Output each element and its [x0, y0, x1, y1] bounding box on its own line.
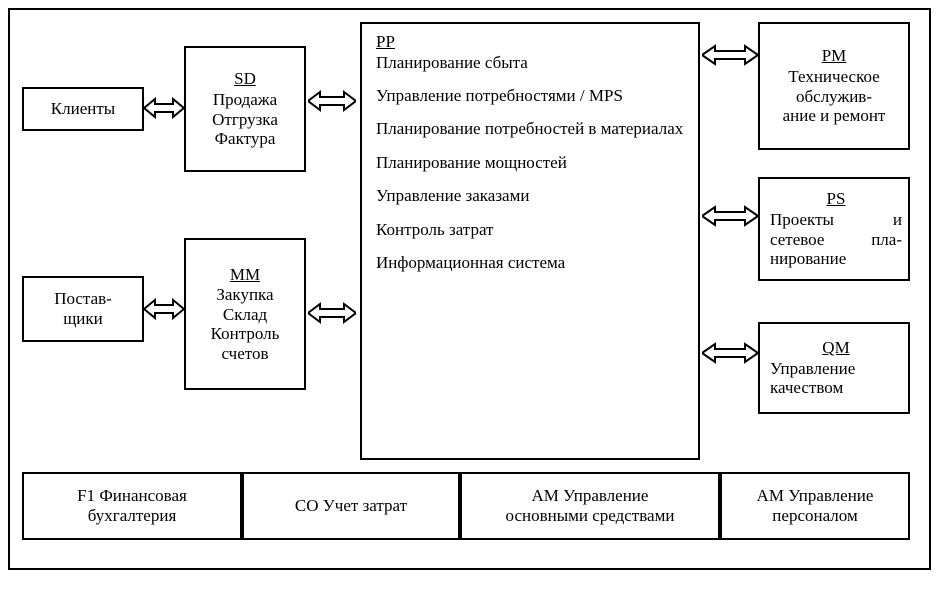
qm-line-1: Управление	[770, 358, 856, 378]
ps-line-3: нирование	[770, 249, 847, 269]
bottom-box-am-assets-text	[506, 486, 675, 527]
mm-line-1: Закупка	[216, 285, 274, 305]
pp-item-4: Планирование мощностей	[376, 152, 567, 172]
bottom-box-am-hr-text	[757, 486, 874, 527]
bottom-am-assets-line-2: основными средствами	[505, 506, 675, 525]
connector-clients-sd	[144, 95, 184, 121]
bottom-finance-line-1: F1 Финансовая	[77, 485, 187, 505]
box-clients	[22, 87, 144, 131]
box-ps	[758, 177, 910, 281]
sd-line-3: Фактура	[214, 129, 276, 149]
box-mm	[184, 238, 306, 390]
mm-line-3: Контроль	[210, 324, 280, 344]
bottom-box-co-text	[295, 496, 407, 516]
bottom-box-finance-text	[77, 486, 187, 527]
suppliers-line-1: Постав-	[54, 289, 112, 309]
bottom-box-finance	[22, 472, 242, 540]
sd-line-2: Отгрузка	[212, 109, 278, 129]
connector-suppliers-mm	[144, 296, 184, 322]
qm-title: QM	[822, 338, 850, 358]
clients-label: Клиенты	[50, 99, 116, 119]
qm-line-2: качеством	[770, 378, 844, 398]
mm-title: MM	[229, 264, 261, 284]
mm-line-4: счетов	[221, 343, 269, 363]
pm-line-3: ание и ремонт	[782, 106, 886, 126]
pp-item-7: Информационная система	[376, 252, 566, 272]
connector-pp-qm	[702, 340, 758, 366]
box-qm	[758, 322, 910, 414]
bottom-am-hr-line-2: персоналом	[772, 506, 858, 525]
pp-title-wrap	[376, 32, 686, 53]
connector-sd-pp	[308, 88, 356, 114]
pm-line-2: обслужив-	[796, 86, 872, 106]
ps-line-1: Проекты и	[770, 209, 902, 229]
pp-item-3: Планирование потребностей в материалах	[376, 119, 684, 139]
pp-title: PP	[376, 32, 395, 51]
pp-item-6: Контроль затрат	[376, 219, 494, 239]
box-pm	[758, 22, 910, 150]
bottom-finance-line-2: бухгалтерия	[87, 506, 177, 525]
box-suppliers	[22, 276, 144, 342]
bottom-co-line-1: CO Учет затрат	[294, 495, 408, 515]
connector-pp-pm	[702, 42, 758, 68]
connector-mm-pp	[308, 300, 356, 326]
bottom-box-am-assets	[460, 472, 720, 540]
suppliers-line-2: щики	[63, 309, 103, 328]
bottom-box-co	[242, 472, 460, 540]
pp-item-5: Управление заказами	[376, 186, 530, 206]
bottom-am-assets-line-1: AM Управление	[531, 485, 649, 505]
pp-item-1: Планирование сбыта	[376, 52, 528, 72]
bottom-am-hr-line-1: AM Управление	[756, 485, 874, 505]
pp-item-2: Управление потребностями / MPS	[376, 85, 623, 105]
pm-title: PM	[821, 46, 847, 66]
ps-title: PS	[826, 189, 846, 209]
bottom-box-am-hr	[720, 472, 910, 540]
pm-line-1: Техническое	[788, 66, 880, 86]
sd-line-1: Продажа	[212, 89, 278, 109]
ps-line-2: сетевое пла-	[770, 229, 902, 249]
connector-pp-ps	[702, 203, 758, 229]
box-sd	[184, 46, 306, 172]
mm-line-2: Склад	[222, 304, 268, 324]
box-pp	[360, 22, 700, 460]
sd-title: SD	[234, 69, 256, 89]
